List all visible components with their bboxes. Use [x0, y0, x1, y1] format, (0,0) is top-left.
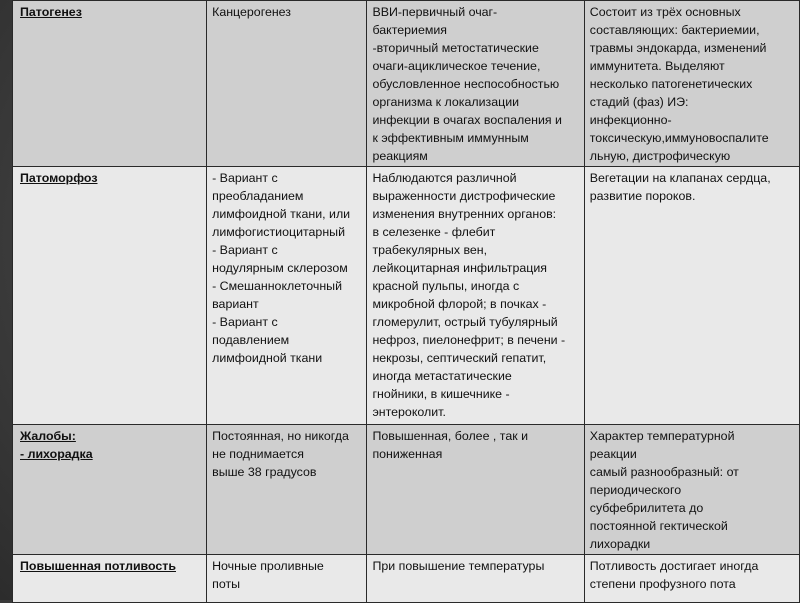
- table-cell: [207, 1, 367, 167]
- cell-text-line: составляющих: бактериемии,: [589, 23, 760, 37]
- cell-text-line: Вегетации на клапанах сердца,: [589, 171, 771, 185]
- cell-text-line: стадий (фаз) ИЭ:: [589, 95, 689, 109]
- cell-text-line: При повышение температуры: [372, 559, 545, 573]
- cell-text-line: Повышенная, более , так и: [372, 429, 529, 443]
- table-cell: [584, 425, 799, 555]
- table-row-pathomorphosis: [13, 167, 800, 425]
- cell-text-line: ВВИ-первичный очаг-: [372, 5, 498, 19]
- cell-text-line: периодического: [589, 483, 682, 497]
- cell-text-line: выше 38 градусов: [212, 465, 317, 479]
- cell-text-line: Постоянная, но никогда: [212, 429, 349, 443]
- table-cell: [207, 167, 367, 425]
- cell-text-line: иммунитета. Выделяют: [589, 59, 725, 73]
- cell-text-line: нефроз, пиелонефрит; в печени -: [372, 333, 566, 347]
- cell-text-line: Канцерогенез: [212, 5, 291, 19]
- cell-text-line: микробной флорой; в почках -: [372, 297, 547, 311]
- cell-text-line: иногда метастатические: [372, 369, 512, 383]
- cell-text-line: - Вариант с: [212, 243, 278, 257]
- cell-text-line: к эффективным иммунным: [372, 131, 529, 145]
- cell-text-line: Наблюдаются различной: [372, 171, 517, 185]
- cell-text-line: несколько патогенетических: [589, 77, 753, 91]
- cell-text-line: самый разнообразный: от: [589, 465, 739, 479]
- cell-text-line: в селезенке - флебит: [372, 225, 496, 239]
- cell-text-line: нодулярным склерозом: [212, 261, 348, 275]
- cell-text-line: выраженности дистрофические: [372, 189, 556, 203]
- cell-text-line: не поднимается: [212, 447, 304, 461]
- cell-text-line: организма к локализации: [372, 95, 520, 109]
- cell-text-line: изменения внутренних органов:: [372, 207, 557, 221]
- cell-text-line: лимфоидной ткани: [212, 351, 323, 365]
- cell-text-line: - лихорадка: [20, 447, 93, 461]
- cell-text-line: поты: [212, 577, 241, 591]
- cell-text-line: - Вариант с: [212, 171, 278, 185]
- cell-text-line: гнойники, в кишечнике -: [372, 387, 510, 401]
- cell-text-line: бактериемия: [372, 23, 447, 37]
- table-cell: [367, 425, 584, 555]
- cell-text-line: подавлением: [212, 333, 290, 347]
- cell-text-line: гломерулит, острый тубулярный: [372, 315, 558, 329]
- table-cell: [367, 167, 584, 425]
- row-header: [13, 425, 207, 555]
- cell-text-line: токсическую,иммуновоспалите: [589, 131, 769, 145]
- table-cell: [584, 1, 799, 167]
- cell-text-line: красной пульпы, иногда с: [372, 279, 520, 293]
- cell-text-line: Потливость достигает иногда: [589, 559, 759, 573]
- cell-text-line: некрозы, септический гепатит,: [372, 351, 547, 365]
- table-cell: [367, 555, 584, 603]
- cell-text-line: инфекции в очагах воспаления и: [372, 113, 562, 127]
- table-row-sweating: [13, 555, 800, 603]
- cell-text-line: -вторичный метостатические: [372, 41, 539, 55]
- row-header: Повышенная потливость: [13, 555, 207, 603]
- row-header: Патогенез: [13, 1, 207, 167]
- cell-text-line: лимфоидной ткани, или: [212, 207, 351, 221]
- cell-text-line: инфекционно-: [589, 113, 672, 127]
- table-row-pathogenesis: [13, 1, 800, 167]
- cell-text-line: постоянной гектической: [589, 519, 728, 533]
- cell-text-line: трабекулярных вен,: [372, 243, 488, 257]
- cell-text-line: степени профузного пота: [589, 577, 736, 591]
- cell-text-line: очаги-ациклическое течение,: [372, 59, 541, 73]
- table-cell: [584, 167, 799, 425]
- table-cell: [367, 1, 584, 167]
- table-row-complaints: [13, 425, 800, 555]
- cell-text-line: льную, дистрофическую: [589, 149, 731, 163]
- comparison-table: [12, 0, 800, 603]
- cell-text-line: лимфогистиоцитарный: [212, 225, 345, 239]
- row-header: Патоморфоз: [13, 167, 207, 425]
- cell-text-line: субфебрилитета до: [589, 501, 704, 515]
- cell-text-line: развитие пороков.: [589, 189, 696, 203]
- cell-text-line: преобладанием: [212, 189, 304, 203]
- cell-text-line: Ночные проливные: [212, 559, 324, 573]
- cell-text-line: энтероколит.: [372, 405, 446, 419]
- cell-text-line: Состоит из трёх основных: [589, 5, 741, 19]
- cell-text-line: обусловленное неспособностью: [372, 77, 560, 91]
- cell-text-line: реакциям: [372, 149, 428, 163]
- table-cell: [207, 555, 367, 603]
- cell-text-line: травмы эндокарда, изменений: [589, 41, 767, 55]
- cell-text-line: Характер температурной: [589, 429, 735, 443]
- cell-text-line: Жалобы:: [20, 429, 76, 443]
- cell-text-line: лихорадки: [589, 537, 651, 551]
- cell-text-line: - Вариант с: [212, 315, 278, 329]
- table-cell: [584, 555, 799, 603]
- cell-text-line: - Смешанноклеточный: [212, 279, 342, 293]
- cell-text-line: лейкоцитарная инфильтрация: [372, 261, 547, 275]
- cell-text-line: пониженная: [372, 447, 443, 461]
- table-cell: [207, 425, 367, 555]
- cell-text-line: реакции: [589, 447, 637, 461]
- cell-text-line: вариант: [212, 297, 259, 311]
